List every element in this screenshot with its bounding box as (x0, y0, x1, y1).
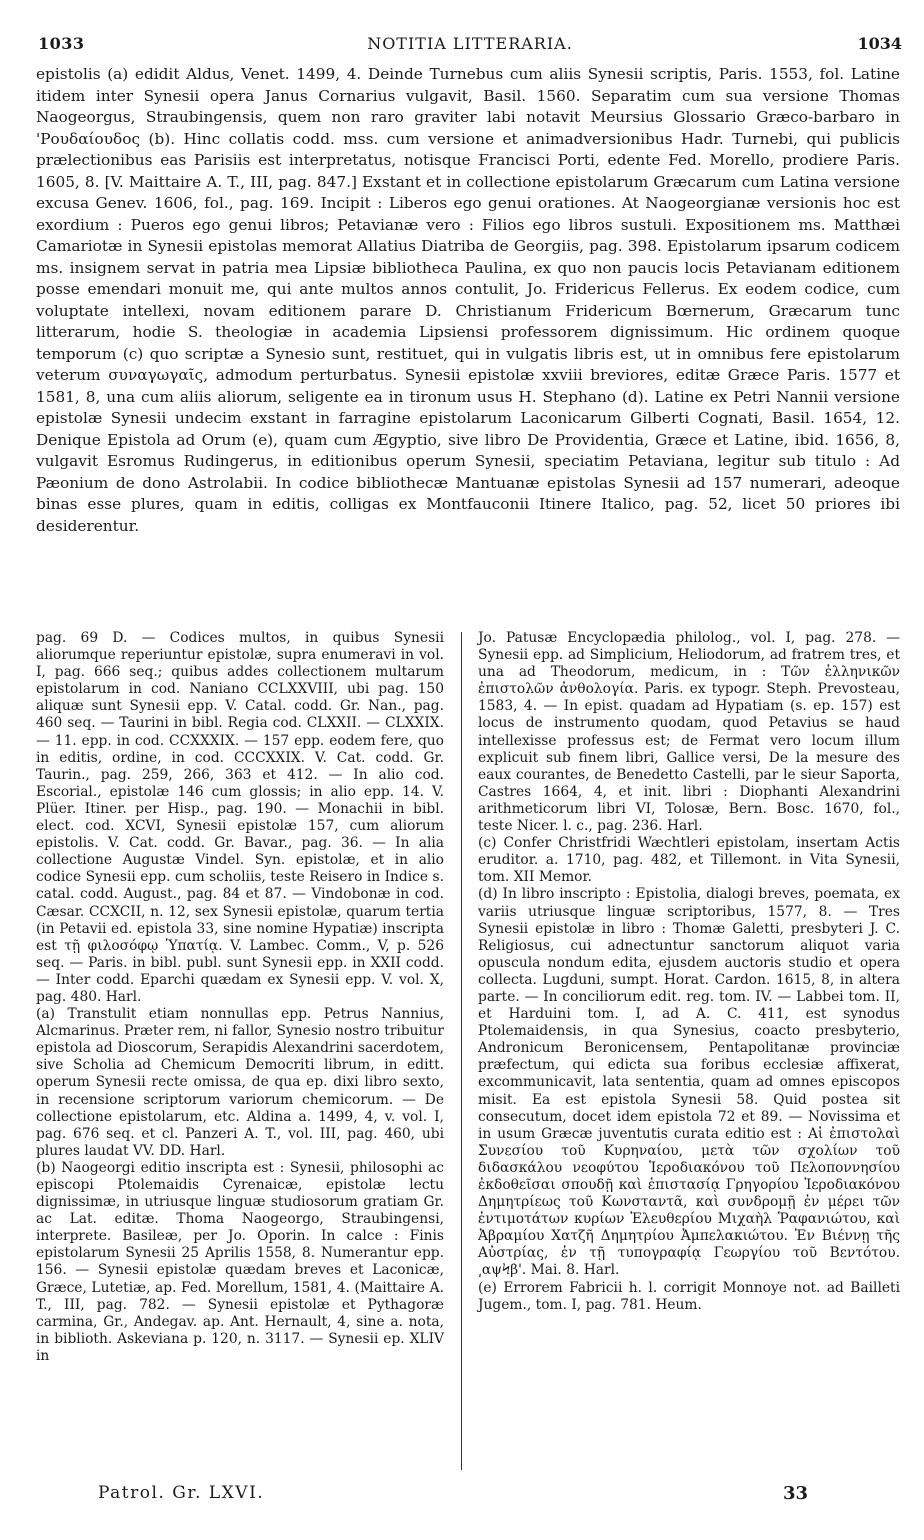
footnote-paragraph: pag. 69 D. — Codices multos, in quibus Synesii aliorumque reperiuntur epistolæ, supra enumeravi in vol. I, pag. 666 seq.; quibus addes collectionem multarum epistolarum in cod. Naniano CCLXXVIII, ubi pag. 150 aliquæ sunt Synesii epp. V. Catal. codd. Gr. Nan., pag. 460 seq. — Taurini in bibl. Regia cod. CLXXII. — CLXXIX. — 11. epp. in cod. CCXXXIX. — 157 epp. eodem fere, quo in editis, ordine, in cod. CCCXXIX. V. Cat. codd. Gr. Taurin., pag. 259, 266, 363 et 412. — In alio cod. Escorial., epistolæ 146 cum glossis; in alio epp. 14. V. Plüer. Itiner. per Hisp., pag. 190. — Monachii in bibl. elect. cod. XCVI, Synesii epistolæ 157, cum aliorum epistolis. V. Cat. codd. Gr. Bavar., pag. 36. — In alia collectione Augustæ Vindel. Syn. epistolæ, et in alio codice Synesii epp. cum scholiis, teste Reisero in Indice s. catal. codd. August., pag. 84 et 87. — Vindobonæ in cod. Cæsar. CCXCII, n. 12, sex Synesii epistolæ, quarum tertia (in Petavii ed. epistola 33, sine nomine Hypatiæ) inscripta est τῇ φιλοσόφῳ Ὑπατίᾳ. V. Lambec. Comm., V, p. 526 seq. — Paris. in bibl. publ. sunt Synesii epp. in XXII codd. — Inter codd. Eparchi quædam ex Synesii epp. V. vol. X, pag. 480. Harl. (36, 630, 444, 1005)
page-header (38, 34, 902, 58)
signature-number: 33 (782, 1483, 808, 1504)
running-title: NOTITIA LITTERARIA. (367, 34, 573, 53)
footnotes-right-column (478, 630, 900, 1314)
footnote-b: (b) Naogeorgi editio inscripta est : Synesii, philosophi ac episcopi Ptolemaidis Cyrenaicæ, epistolæ lectu dignissimæ, in utriusque linguæ studiosorum gratiam Gr. ac Lat. editæ. Thoma Naogeorgo, Straubingensi, interprete. Basileæ, per Jo. Oporin. In calce : Finis epistolarum Synesii 25 Aprilis 1558, 8. Numerantur epp. 156. — Synesii epistolæ quædam breves et Laconicæ, Græce, Lutetiæ, ap. Fed. Morellum, 1581, 4. (Maittaire A. T., III, pag. 782. — Synesii epistolæ et Pythagoræ carmina, Gr., Andegav. ap. Ant. Hernault, 4, sine a. nota, in biblioth. Askeviana p. 120, n. 3117. — Synesii ep. XLIV in (36, 1159, 444, 1364)
footnote-c: (c) Confer Christfridi Wæchtleri epistolam, insertam Actis eruditor. a. 1710, pag. 482, et Tillemont. in Vita Synesii, tom. XII Memor. (478, 835, 900, 886)
footnotes-left-column (36, 630, 444, 1365)
left-page-number: 1033 (38, 34, 85, 53)
footnote-d: (d) In libro inscripto : Epistolia, dialogi breves, poemata, ex variis utriusque linguæ scriptoribus, 1577, 8. — Tres Synesii epistolæ in libro : Thomæ Galetti, presbyteri J. C. Religiosus, cui adnectuntur sanctorum aliquot varia opuscula nondum edita, ejusdem auctoris studio et opera collecta. Lugduni, sumpt. Horat. Cardon. 1615, 8, in altera parte. — In conciliorum edit. reg. tom. IV. — Labbei tom. II, et Harduini tom. I, ad A. C. 411, est synodus Ptolemaidensis, in qua Synesius, coacto presbyterio, Andronicum Beronicensem, Pentapolitanæ provinciæ præfectum, qui edicta sua foribus ecclesiæ affixerat, excommunicavit, lata sententia, quam ad omnes episcopos misit. Ea est epistola Synesii 58. Quid postea sit consecutum, docet idem epistola 72 et 89. — Novissima et in usum Græcæ juventutis curata editio est : Αἱ ἐπιστολαὶ Συνεσίου τοῦ Κυρηναίου, μετὰ τῶν σχολίων τοῦ διδασκάλου νεοφύτου Ἱεροδιακόνου τοῦ Πελοποννησίου ἐκδοθεῖσαι σπουδῇ καὶ ἐπιστασίᾳ Γρηγορίου Ἱεροδιακόνου Δημητρίεως τοῦ Κωνσταντᾶ, καὶ συνδρομῇ ἐν μέρει τῶν ἐντιμοτάτων κυρίων Ἐλευθερίου Μιχαὴλ Ῥαφανιώτου, καὶ Ἀβραμίου Χατζῆ Δημητρίου Ἀμπελακιώτου. Ἐν Βιέννῃ τῆς Αὐστρίας, ἐν τῇ τυπογραφίᾳ Γεωργίου τοῦ Βεντότου. ͵αψϞβ'. Mai. 8. Harl. (478, 886, 900, 1279)
page-footer (36, 1483, 888, 1509)
right-page-number: 1034 (857, 34, 902, 53)
footnote-paragraph: Jo. Patusæ Encyclopædia philolog., vol. I, pag. 278. — Synesii epp. ad Simplicium, Heliodorum, ad fratrem tres, et una ad Theodorum, medicum, in : Τῶν ἑλληνικῶν ἐπιστολῶν ἀνθολογία. Paris. ex typogr. Steph. Prevosteau, 1583, 4. — In epist. quadam ad Hypatiam (s. ep. 157) est locus de instrumento quodam, quod Petavius se haud intellexisse professus est; de Fermat vero locum illum explicuit sub finem libri, Gallice versi, De la mesure des eaux courantes, de Benedetto Castelli, par le sieur Saporta, Castres 1664, 4, et init. libri : Diophanti Alexandrini arithmeticorum libri VI, Tolosæ, Bern. Bosc. 1670, fol., teste Nicer. l. c., pag. 236. Harl. (478, 630, 900, 835)
footnote-a: (a) Transtulit etiam nonnullas epp. Petrus Nannius, Alcmarinus. Præter rem, ni fallor, Synesio nostro tribuitur epistola ad Dioscorum, Serapidis Alexandrini sacerdotem, sive Scholia ad Chemicum Democriti librum, in editt. operum Synesii recte omissa, de qua ep. dixi libro sexto, in recensione scriptorum variorum chemicorum. — De collectione epistolarum, etc. Aldina a. 1499, 4, v. vol. I, pag. 676 seq. et cl. Panzeri A. T., vol. III, pag. 460, ubi plures laudat VV. DD. Harl. (36, 1006, 444, 1159)
column-divider (461, 632, 462, 1470)
patrologia-volume: Patrol. Gr. LXVI. (98, 1483, 265, 1503)
main-text-block (36, 64, 900, 537)
footnote-e: (e) Errorem Fabricii h. l. corrigit Monnoye not. ad Bailleti Jugem., tom. I, pag. 781. Heum. (478, 1279, 900, 1313)
main-paragraph: epistolis (a) edidit Aldus, Venet. 1499, 4. Deinde Turnebus cum aliis Synesii scriptis, Paris. 1553, fol. Latine itidem inter Synesii opera Janus Cornarius vulgavit, Basil. 1560. Separatim cum sua versione Thomas Naogeorgus, Straubingensis, quem non raro graviter labi notavit Meursius Glossario Græco-barbaro in 'Ρουδαίουδος (b). Hinc collatis codd. mss. cum versione et animadversionibus Hadr. Turnebi, qui publicis prælectionibus eas Parisiis est interpretatus, notisque Francisci Porti, edente Fed. Morello, prodiere Paris. 1605, 8. [V. Maittaire A. T., III, pag. 847.] Exstant et in collectione epistolarum Græcarum cum Latina versione excusa Genev. 1606, fol., pag. 169. Incipit : Liberos ego genui orationes. At Naogeorgianæ versionis hoc est exordium : Pueros ego genui libros; Petavianæ vero : Filios ego libros sustuli. Expositionem ms. Matthæi Camariotæ in Synesii epistolas memorat Allatius Diatriba de Georgiis, pag. 398. Epistolarum ipsarum codicem ms. insignem servat in patria mea Lipsiæ bibliotheca Paulina, ex quo non paucis locis Petavianam editionem posse emendari monuit me, qui ante multos annos contulit, Jo. Fridericus Fellerus. Ex eodem codice, cum voluptate intellexi, novam editionem parare D. Christianum Fridericum Bœrnerum, Græcarum tunc litterarum, hodie S. theologiæ in academia Lipsiensi professorem dignissimum. Hic ordinem quoque temporum (c) quo scriptæ a Synesio sunt, restituet, qui in vulgatis libris est, ut in omnibus fere epistolarum veterum συναγωγαῖς, admodum perturbatus. Synesii epistolæ xxviii breviores, editæ Græce Paris. 1577 et 1581, 8, una cum aliis aliorum, seligente ea in tironum usus H. Stephano (d). Latine ex Petri Nannii versione epistolæ Synesii undecim exstant in farragine epistolarum Laconicarum Gilberti Cognati, Basil. 1654, 12. Denique Epistola ad Orum (e), quam cum Ægyptio, sive libro De Providentia, Græce et Latine, ibid. 1656, 8, vulgavit Esromus Rudingerus, in editionibus operum Synesii, speciatim Petaviana, legitur sub titulo : Ad Pæonium de dono Astrolabii. In codice bibliothecæ Mantuanæ epistolas Synesii ad 157 numerari, adeoque binas esse plures, quam in editis, colligas ex Montfauconii Itinere Italico, pag. 52, licet 50 priores ibi desiderentur. (36, 65, 900, 535)
